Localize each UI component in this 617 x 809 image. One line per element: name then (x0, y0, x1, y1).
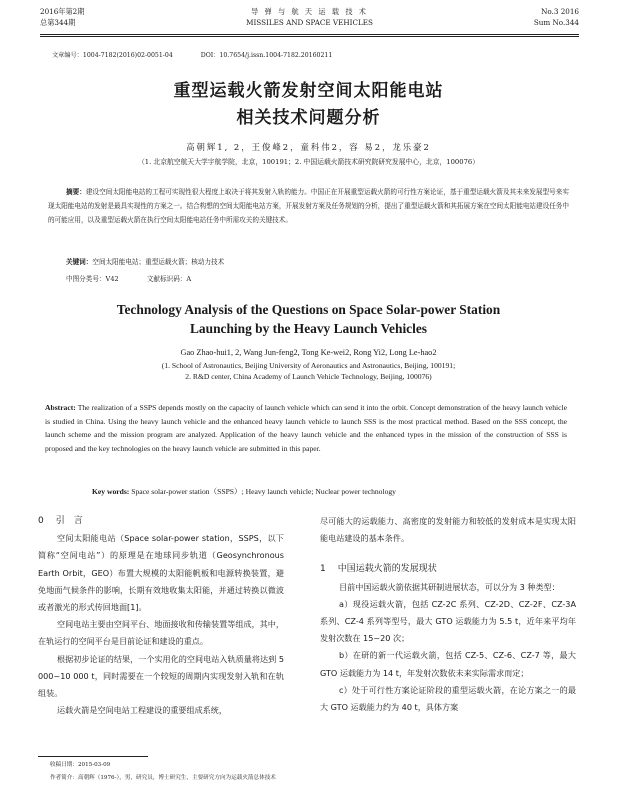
list-item: b）在研的新一代运载火箭，包括 CZ-5、CZ-6、CZ-7 等，最大 GTO 运载能力为 14 t，年发射次数依未来实际需求而定； (320, 650, 576, 678)
cn-affiliation: （1. 北京航空航天大学宇航学院，北京，100191；2. 中国运载火箭技术研究院研究发展中心，北京，100076） (137, 158, 480, 166)
section-title: 中国运载火箭的发展现状 (337, 564, 437, 575)
cn-abstract (48, 186, 569, 227)
paragraph: 根据初步论证的结果，一个实用化的空间电站入轨质量将达到 5 000~10 000 t，同时需要在一个较短的周期内实现发射入轨和在轨组装。 (38, 653, 284, 699)
header-journal-en: MISSILES AND SPACE VEHICLES (246, 18, 373, 27)
paragraph: 空间太阳能电站（Space solar-power station，SSPS，以下简称“空间电站”）的原理是在地球同步轨道（Geosynchronous Earth Orbit，GEO）布置大规模的太阳能帆板和电源转换装置，避免地面气候条件的影响，长期有效地收集太阳能，并通过转换以微波或者激光的形式传回地面[1]。 (38, 533, 284, 613)
en-abstract-label: Abstract: (45, 403, 76, 412)
cn-keywords (66, 256, 224, 266)
en-affil-line2: 2. R&D center, China Academy of Launch Vehicle Technology, Beijing, 100076) (185, 371, 432, 381)
en-abstract (45, 401, 567, 455)
header-rule (40, 34, 579, 35)
list-item: c）处于可行性方案论证阶段的重型运载火箭，在论方案之一的最大 GTO 运载能力约为 40 t，具体方案 (320, 684, 576, 713)
cn-title-line1: 重型运载火箭发射空间太阳能电站 (173, 81, 444, 101)
header-number-line1: No.3 2016 (541, 7, 579, 16)
paragraph: 运载火箭是空间电站工程建设的重要组成系统， (57, 705, 227, 716)
article-meta (52, 50, 358, 59)
header-number-line2: Sum No.344 (533, 18, 579, 27)
cn-abstract-text: 建设空间太阳能电站的工程可实现性很大程度上取决于将其发射入轨的能力。中国正在开展重型运载火箭的可行性方案论证，基于重型运载火箭及其未来发展型号来实现太阳能电站的发射是最具实现性的方案之一。结合构想的空间太阳能电站方案，开展发射方案及任务规划的分析，提出了重型运载火箭和其拓展方案在空间太阳能电站建设任务中的可能应用，以及重型运载火箭在执行空间太阳能电站任务中所需攻关的关键技术。 (48, 188, 569, 224)
header-issue-line1: 2016年第2期 (40, 7, 85, 16)
header-rule-2 (40, 36, 579, 37)
list-item: a）现役运载火箭，包括 CZ-2C 系列、CZ-2D、CZ-2F、CZ-3A 系列、CZ-4 系列等型号，最大 GTO 运载能力为 5.5 t，近年来平均年发射次数在 15~20 次； (320, 598, 576, 644)
cn-title-line2: 相关技术问题分析 (236, 108, 381, 128)
section-title: 引 言 (55, 516, 83, 526)
en-title-line2: Launching by the Heavy Launch Vehicles (190, 321, 427, 336)
cn-keywords-label: 关键词： (66, 258, 93, 266)
en-keywords-text: Space solar-power station（SSPS）; Heavy launch vehicle; Nuclear power technology (131, 487, 396, 496)
en-affil-line1: (1. School of Astronautics, Beijing University of Aeronautics and Astronautics, Beijing, 100191; (161, 361, 456, 370)
footnote-received: 收稿日期：2015-03-09 (50, 762, 111, 768)
en-keywords (92, 486, 396, 497)
article-doi: DOI：10.7654/j.issn.1004-7182.20160211 (200, 52, 333, 59)
header-issue-line2: 总第344期 (40, 18, 76, 27)
en-title (0, 300, 617, 338)
cn-doc-code: 文献标识码：A (146, 275, 192, 283)
section-number: 0 (38, 516, 44, 526)
footnote-author: 作者简介：高朝辉（1976-），男，研究员，博士研究生，主要研究方向为运载火箭总体技术 (50, 775, 276, 781)
header-number (534, 6, 579, 28)
cn-title (0, 78, 617, 132)
header-journal-cn: 导 弹 与 航 天 运 载 技 术 (251, 7, 368, 16)
paragraph: 尽可能大的运载能力、高密度的发射能力和较低的发射成本是实现太阳能电站建设的基本条件。 (320, 516, 576, 544)
paragraph: 目前中国运载火箭依据其研制进展状态，可以分为 3 种类型： (339, 581, 560, 592)
en-abstract-text: The realization of a SSPS depends mostly on the capacity of launch vehicle which can send it into the orbit. Concept demonstration of the heavy launch vehicle is studied in China. Using the heavy launch vehicle and the enhanced heavy launch vehicle to launch SSS is the most practical method. Based on the SSS concept, the launch scheme and the mission program are analyzed. Application of the heavy launch vehicle and the enhanced types in the mission of the construction of SSS is proposed and the key technologies on the heavy launch vehicle are submitted in this paper. (45, 403, 567, 453)
cn-keywords-text: 空间太阳能电站；重型运载火箭；核动力技术 (92, 258, 225, 266)
section-number: 1 (320, 564, 326, 575)
journal-header (40, 6, 579, 36)
header-journal-name (40, 6, 579, 28)
en-title-line1: Technology Analysis of the Questions on Space Solar-power Station (116, 302, 501, 317)
cn-clc: 中图分类号：V42 (66, 275, 119, 283)
cn-abstract-label: 摘要： (66, 188, 86, 196)
en-affiliation (0, 361, 617, 382)
body-right-column (320, 513, 576, 716)
footnote-rule (38, 756, 148, 757)
article-number: 文章编号：1004-7182(2016)02-0051-04 (52, 52, 173, 59)
cn-classification (66, 273, 217, 283)
paragraph: 空间电站主要由空间平台、地面接收和传输装置等组成，其中，在轨运行的空间平台是目前论证和建设的重点。 (38, 619, 284, 647)
body-left-column (38, 513, 284, 719)
en-keywords-label: Key words: (92, 487, 130, 496)
cn-authors: 高朝辉1, 2，王俊峰2，童科伟2，容 易2，龙乐豪2 (186, 142, 431, 152)
section-heading (38, 513, 284, 530)
section-heading (320, 561, 576, 578)
en-authors: Gao Zhao-hui1, 2, Wang Jun-feng2, Tong Ke-wei2, Rong Yi2, Long Le-hao2 (180, 348, 437, 357)
